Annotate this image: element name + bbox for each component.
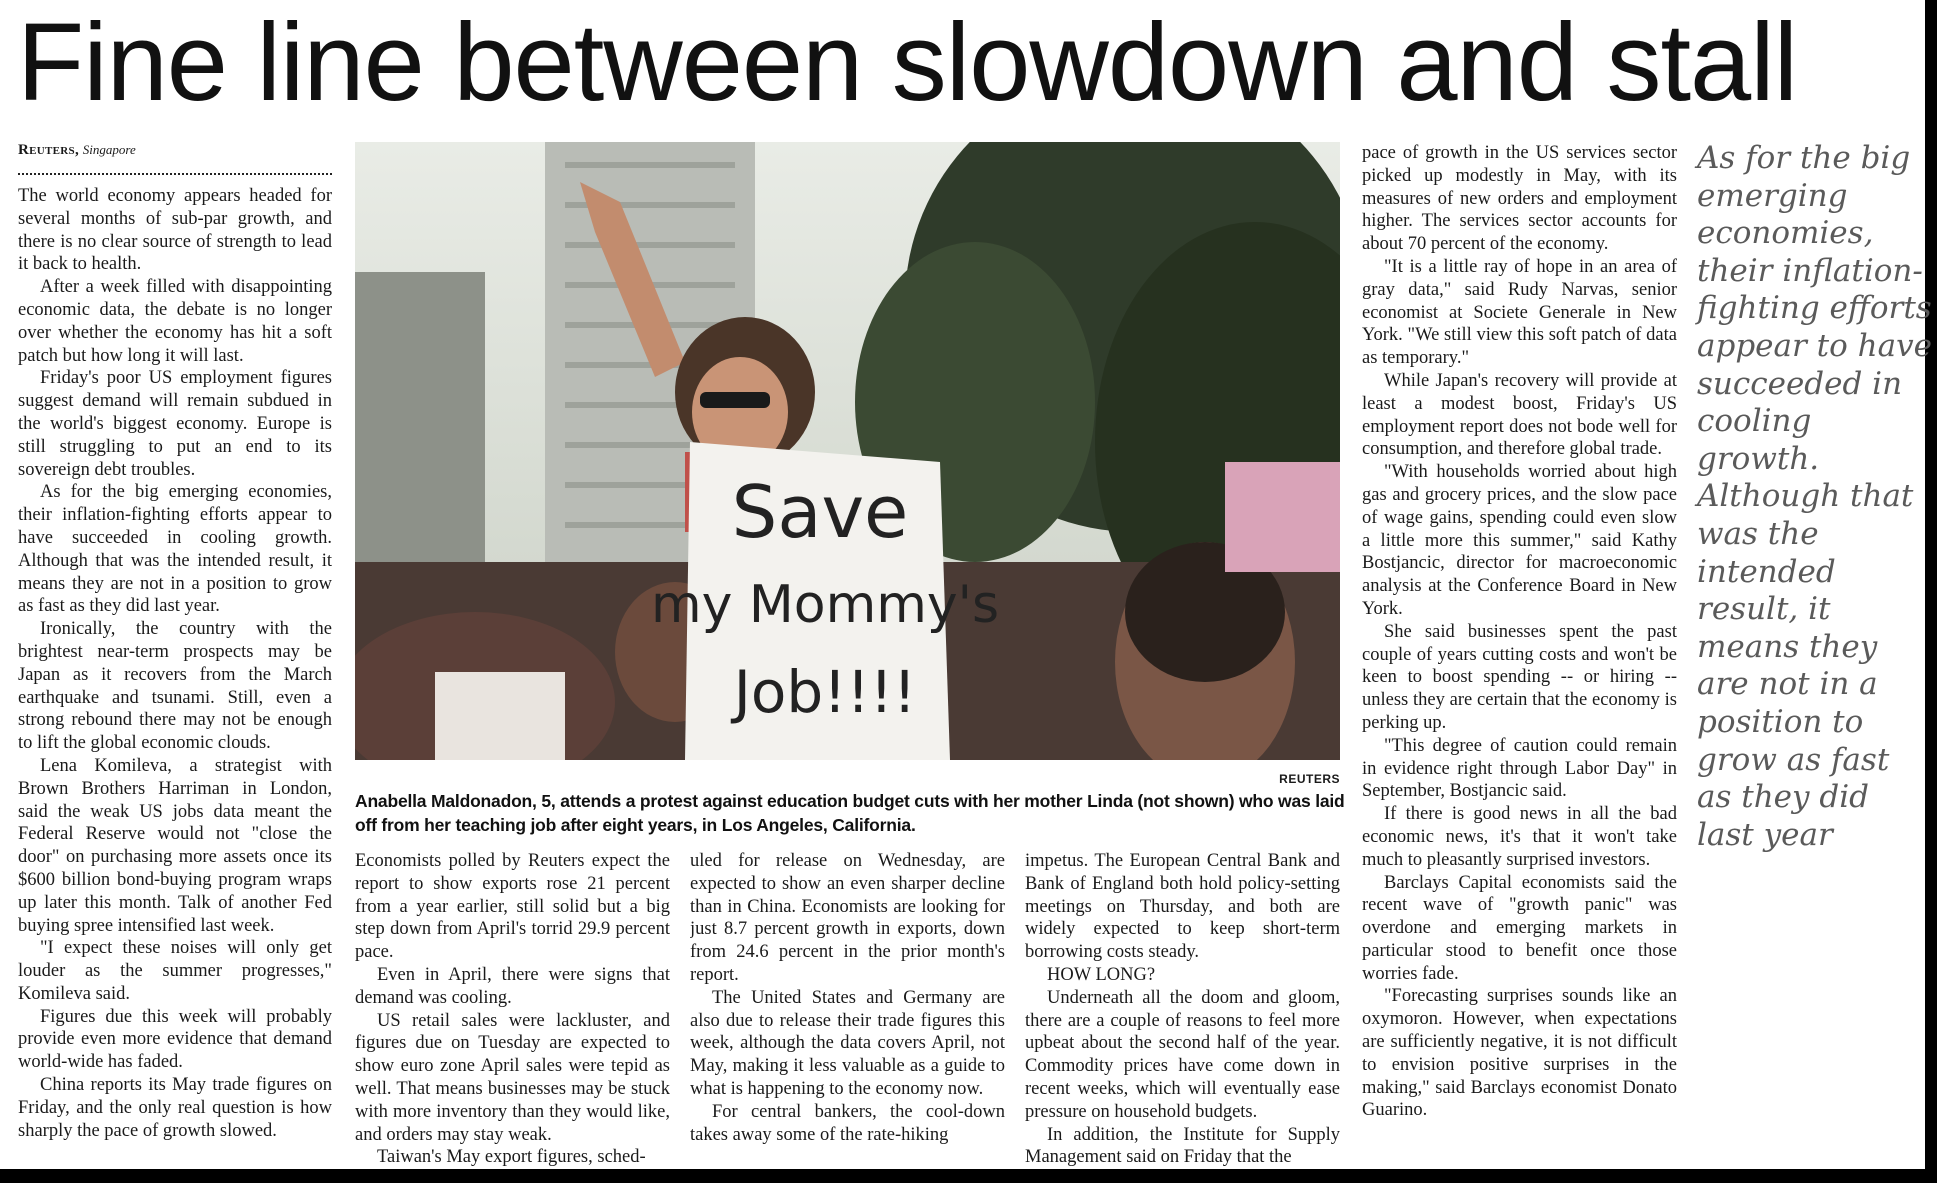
paragraph: Barclays Capital economists said the recent wave of "growth panic" was overdone and emerging markets in particular stood to benefit once those worries fade.: [1362, 872, 1677, 984]
protest-photo-illustration: [355, 142, 1340, 760]
paragraph: Economists polled by Reuters expect the report to show exports rose 21 percent from a year earlier, still solid but a big step down from April's torrid 29.9 percent pace.: [355, 851, 670, 963]
paragraph: For central bankers, the cool-down takes away some of the rate-hiking: [690, 1101, 1005, 1145]
paragraph: US retail sales were lackluster, and figures due on Tuesday are expected to show euro zone April sales were tepid as well. That means businesses may be stuck with more inventory than they would like, and orders may stay weak.: [355, 1010, 670, 1145]
paragraph: "I expect these noises will only get louder as the summer progresses," Komileva said.: [18, 938, 332, 1004]
paragraph: uled for release on Wednesday, are expected to show an even sharper decline than in China. Economists are looking for just 8.7 percent growth in exports, down from 24.6 percent in the prior month's report.: [690, 851, 1005, 985]
byline-source: Reuters,: [18, 142, 79, 158]
paragraph: While Japan's recovery will provide at least a modest boost, Friday's US employment report does not bode well for consumption, and therefore global trade.: [1362, 370, 1677, 460]
paragraph: Friday's poor US employment figures suggest demand will remain subdued in the world's biggest economy. Europe is still struggling to put an end to its sovereign debt troubles.: [18, 368, 332, 480]
paragraph: Ironically, the country with the brightest near-term prospects may be Japan as it recovers from the March earthquake and tsunami. Still, even a strong rebound there may not be enough to lift the global economic clouds.: [18, 619, 332, 754]
paragraph: If there is good news in all the bad economic news, it's that it won't take much to pleasantly surprised investors.: [1362, 804, 1677, 870]
pull-quote: As for the big emerging economies, their inflation-fighting efforts appear to have succeeded in cooling growth. Although that was the intended result, it means they are not in a position to grow as fast as they did last year: [1697, 140, 1932, 853]
subheading: HOW LONG?: [1047, 964, 1156, 985]
paragraph: She said businesses spent the past couple of years cutting costs and won't be keen to boost spending -- or hiring -- unless they are certain that the economy is perking up.: [1362, 621, 1677, 733]
paragraph: Underneath all the doom and gloom, there are a couple of reasons to feel more upbeat about the second half of the year. Commodity prices have come down in recent weeks, which will eventually ease pressure on household budgets.: [1025, 987, 1340, 1122]
paragraph: Even in April, there were signs that demand was cooling.: [355, 964, 670, 1008]
news-photo: [355, 142, 1340, 760]
paragraph: Lena Komileva, a strategist with Brown Brothers Harriman in London, said the weak US jobs data meant the Federal Reserve would not "close the door" on purchasing more assets once its $600 billion bond-buying program wraps up later this month. Talk of another Fed buying spree intensified last week.: [18, 755, 332, 936]
paragraph: In addition, the Institute for Supply Management said on Friday that the: [1025, 1124, 1340, 1168]
paragraph: impetus. The European Central Bank and Bank of England both hold policy-setting meetings on Thursday, and both are widely expected to keep short-term borrowing costs steady.: [1025, 851, 1340, 963]
article-column-1: [18, 185, 332, 1170]
article-column-3: [690, 850, 1005, 1170]
sign-text-line-2: my Mommy's: [650, 575, 1000, 635]
paragraph: As for the big emerging economies, their inflation-fighting efforts appear to have succeeded in cooling growth. Although that was the intended result, it means they are not in a position to grow as fast as they did last year.: [18, 482, 332, 617]
paragraph: "Forecasting surprises sounds like an oxymoron. However, when expectations are sufficiently negative, it is not difficult to envision positive surprises in the making," said Barclays economist Donato Guarino.: [1362, 986, 1677, 1121]
paragraph: China reports its May trade figures on Friday, and the only real question is how sharply the pace of growth slowed.: [18, 1075, 332, 1141]
paragraph: Figures due this week will probably provide even more evidence that demand world-wide has faded.: [18, 1006, 332, 1073]
paragraph: "This degree of caution could remain in evidence right through Labor Day" in September, Bostjancic said.: [1362, 735, 1677, 802]
paragraph: After a week filled with disappointing economic data, the debate is no longer over whether the economy has hit a soft patch but how long it will last.: [18, 277, 332, 366]
paragraph: pace of growth in the US services sector picked up modestly in May, with its measures of new orders and employment higher. The services sector accounts for about 70 percent of the economy.: [1362, 143, 1677, 255]
sign-text-line-3: Job!!!!: [733, 658, 917, 726]
article-column-2: [355, 850, 670, 1170]
paragraph: "With households worried about high gas and grocery prices, and the slow pace of wage gains, spending could even slow a little more this summer," said Kathy Bostjancic, director for macroeconomic analysis at the Conference Board in New York.: [1362, 462, 1677, 619]
photo-credit: REUTERS: [1279, 772, 1340, 786]
byline: [18, 142, 136, 159]
byline-divider: [18, 173, 332, 175]
paragraph: "It is a little ray of hope in an area of gray data," said Rudy Narvas, senior economist at Societe Generale in New York. "We still view this soft patch of data as temporary.": [1362, 256, 1677, 369]
article-column-5: [1362, 142, 1677, 1170]
article-column-4: [1025, 850, 1340, 1170]
headline: Fine line between slowdown and stall: [17, 1, 1798, 124]
paragraph: Taiwan's May export figures, sched-: [377, 1147, 646, 1168]
photo-caption: Anabella Maldonadon, 5, attends a protest against education budget cuts with her mother Linda (not shown) who was laid off from her teaching job after eight years, in Los Angeles, California.: [355, 791, 1345, 835]
paragraph: The world economy appears headed for several months of sub-par growth, and there is no clear source of strength to lead it back to health.: [18, 186, 332, 275]
byline-location: Singapore: [82, 142, 136, 157]
paragraph: The United States and Germany are also due to release their trade figures this week, although the data covers April, not May, making it less valuable as a guide to what is happening to the economy now.: [690, 987, 1005, 1099]
sign-text-line-1: Save: [731, 470, 909, 554]
